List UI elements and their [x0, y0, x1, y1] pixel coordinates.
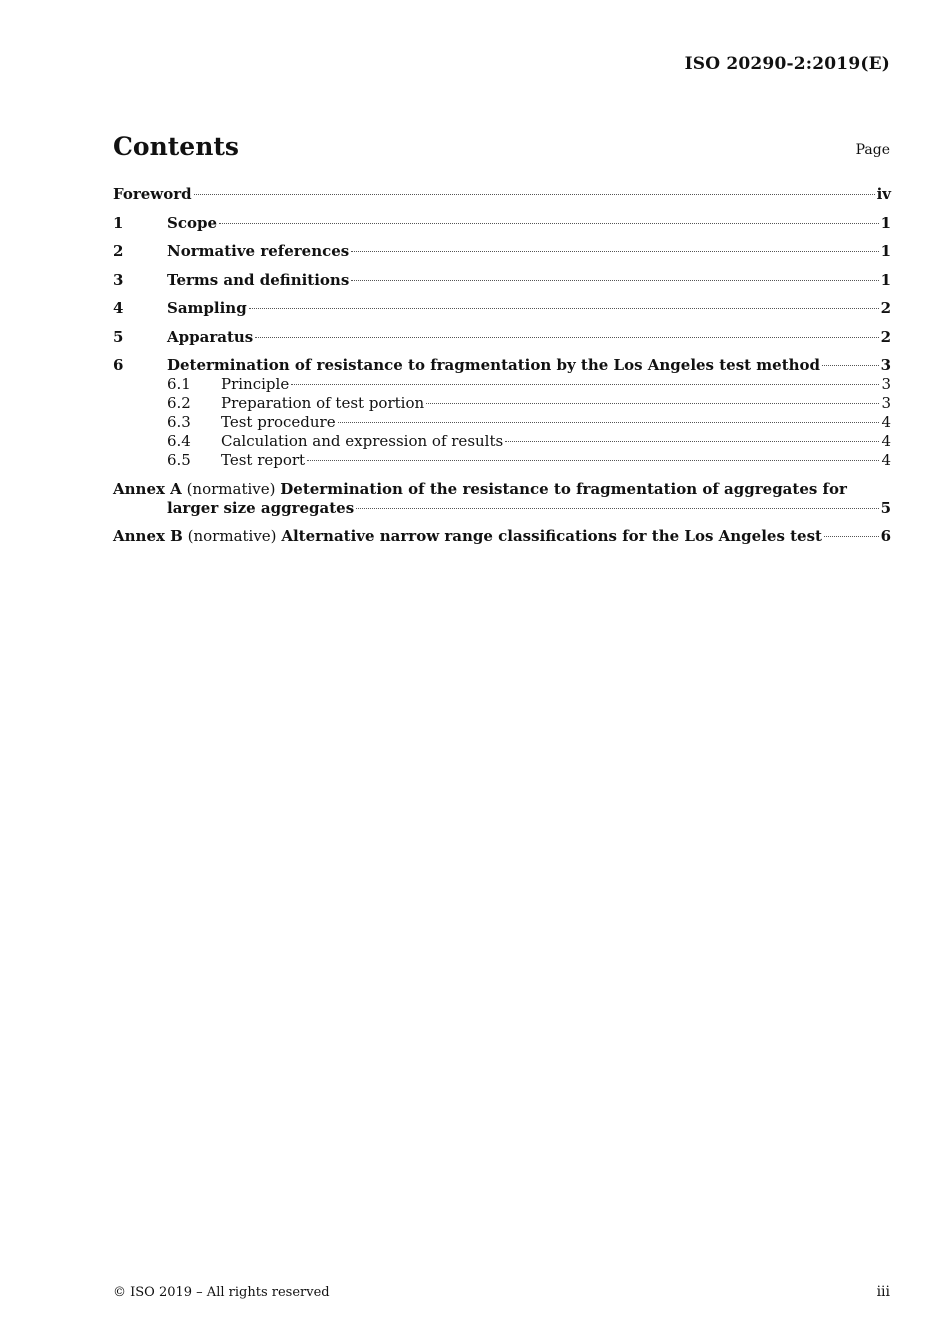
toc-entry-page: 1	[880, 270, 891, 289]
toc-entry-title: Terms and definitions	[167, 270, 350, 289]
toc-entry-page: 1	[880, 213, 891, 232]
toc-entry-number: 6.2	[167, 394, 191, 412]
annex-kind: (normative)	[187, 527, 277, 545]
annex-title: Determination of the resistance to fragmentation of aggregates for	[280, 479, 847, 498]
annex-title: Alternative narrow range classifications for the Los Angeles test	[281, 527, 822, 545]
annex-kind: (normative)	[186, 479, 276, 498]
toc-entry-page: 3	[880, 356, 891, 374]
dot-leader	[291, 384, 879, 385]
toc-entry-annex-a[interactable]	[113, 480, 891, 518]
toc-entry-title: Calculation and expression of results	[221, 432, 504, 450]
toc-entry-number: 6.4	[167, 432, 191, 450]
toc-entry-number: 6.3	[167, 413, 191, 431]
toc-entry-subclause-6-5[interactable]	[113, 451, 891, 470]
toc-entry-subclause-6-2[interactable]	[113, 394, 891, 413]
toc-entry-title: Sampling	[167, 299, 247, 317]
toc-entry-clause-4[interactable]	[113, 299, 891, 318]
toc-entry-page: 2	[880, 327, 891, 346]
toc-entry-page: 3	[881, 394, 891, 412]
toc-entry-number: 6	[113, 356, 124, 374]
toc-entry-clause-1[interactable]	[113, 214, 891, 233]
dot-leader	[351, 280, 878, 281]
toc-entry-title: Apparatus	[167, 327, 254, 346]
toc-entry-title: Scope	[167, 213, 218, 232]
dot-leader	[219, 223, 879, 224]
page-column-label: Page	[855, 142, 890, 158]
dot-leader	[194, 194, 875, 195]
copyright-notice: © ISO 2019 – All rights reserved	[113, 1285, 330, 1300]
dot-leader	[505, 441, 879, 442]
dot-leader	[824, 536, 879, 537]
toc-entry-clause-5[interactable]	[113, 328, 891, 347]
toc-entry-page: 6	[880, 527, 891, 545]
toc-entry-subclause-6-3[interactable]	[113, 413, 891, 432]
toc-entry-number: 6.1	[167, 375, 191, 393]
toc-entry-number: 3	[113, 270, 124, 289]
toc-entry-title: Preparation of test portion	[221, 394, 425, 412]
toc-entry-page: 5	[880, 498, 891, 517]
toc-entry-title: Test report	[221, 451, 306, 469]
toc-entry-title: Foreword	[113, 185, 192, 203]
toc-entry-page: 2	[880, 299, 891, 317]
toc-entry-page: 3	[881, 375, 891, 393]
dot-leader	[822, 365, 879, 366]
dot-leader	[351, 251, 878, 252]
page-number: iii	[876, 1284, 890, 1300]
toc-entry-title: Principle	[221, 375, 290, 393]
annex-label: Annex B	[113, 527, 183, 545]
toc-entry-page: iv	[876, 185, 891, 203]
toc-entry-number: 4	[113, 299, 124, 317]
toc-entry-foreword[interactable]	[113, 185, 891, 204]
dot-leader	[338, 422, 880, 423]
toc-entry-subclause-6-1[interactable]	[113, 375, 891, 394]
toc-entry-clause-2[interactable]	[113, 242, 891, 261]
dot-leader	[255, 337, 878, 338]
toc-entry-number: 6.5	[167, 451, 191, 469]
toc-entry-page: 1	[880, 242, 891, 260]
toc-entry-page: 4	[881, 432, 891, 450]
document-id: ISO 20290-2:2019(E)	[684, 54, 890, 74]
contents-heading: Contents	[113, 132, 240, 161]
dot-leader	[356, 508, 878, 509]
dot-leader	[249, 308, 879, 309]
toc-entry-subclause-6-4[interactable]	[113, 432, 891, 451]
annex-title-continued: larger size aggregates	[167, 498, 355, 517]
toc-entry-page: 4	[881, 451, 891, 469]
annex-label: Annex A	[113, 479, 182, 498]
toc-entry-number: 5	[113, 327, 124, 346]
toc-entry-number: 1	[113, 213, 124, 232]
toc-entry-title: Normative references	[167, 242, 350, 260]
toc-entry-clause-3[interactable]	[113, 271, 891, 290]
toc-entry-annex-b[interactable]	[113, 527, 891, 546]
toc-entry-page: 4	[881, 413, 891, 431]
dot-leader	[307, 460, 879, 461]
toc-entry-clause-6[interactable]	[113, 356, 891, 375]
toc-entry-title: Test procedure	[221, 413, 336, 431]
table-of-contents	[113, 185, 891, 546]
toc-entry-number: 2	[113, 242, 124, 260]
toc-entry-title: Determination of resistance to fragmentation by the Los Angeles test method	[167, 356, 821, 374]
dot-leader	[426, 403, 879, 404]
